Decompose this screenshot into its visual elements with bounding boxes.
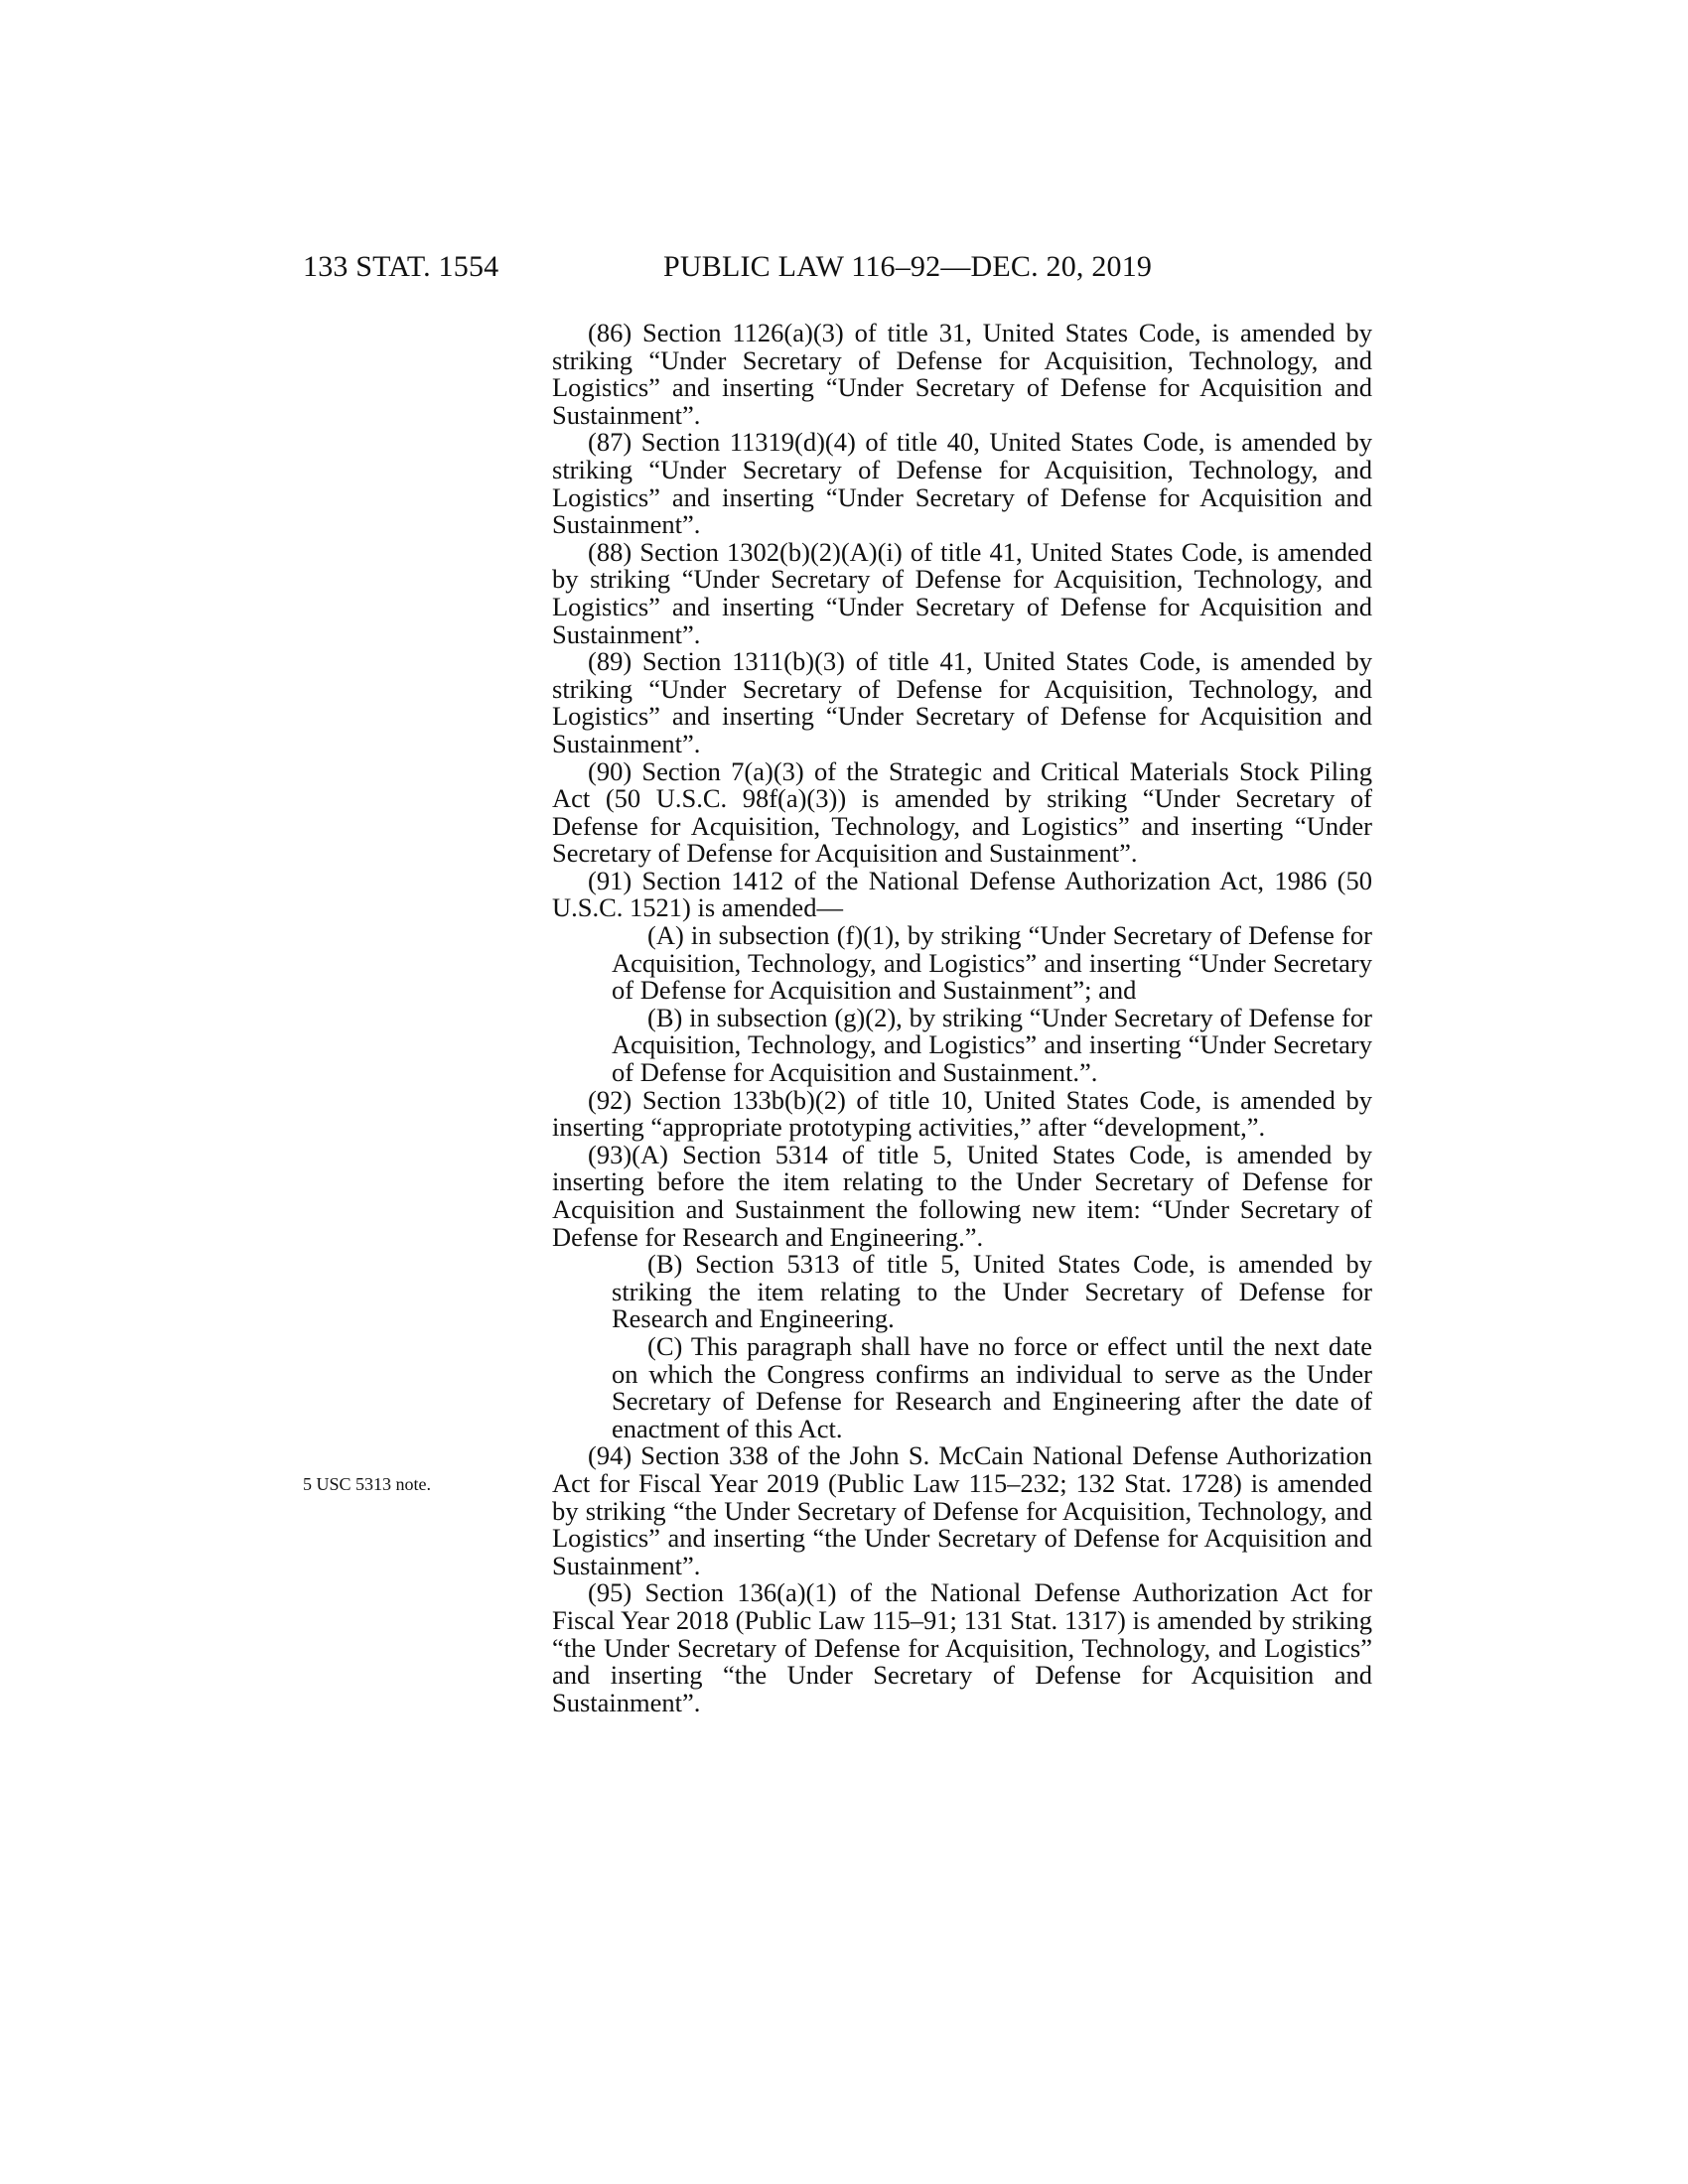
page-citation: 133 STAT. 1554 <box>303 250 499 283</box>
subparagraph-91-a: (A) in subsection (f)(1), by striking “Under Secretary of Defense for Acquisition, Technology, and Logistics” and inserting “Under Secretary of Defense for Acquisition and Sustainment”; and <box>612 920 1372 1006</box>
subparagraph-93-c: (C) This paragraph shall have no force or effect until the next date on which the Congress confirms an individual to serve as the Under Secretary of Defense for Research and Engineering after the date of enactment of this Act. <box>612 1330 1372 1443</box>
subparagraph-91-b: (B) in subsection (g)(2), by striking “Under Secretary of Defense for Acquisition, Technology, and Logistics” and inserting “Under Secretary of Defense for Acquisition and Sustainment.”. <box>612 1002 1372 1088</box>
paragraph-92: (92) Section 133b(b)(2) of title 10, United States Code, is amended by inserting “appropriate prototyping activities,” after “development,”. <box>552 1084 1372 1143</box>
statute-text <box>552 320 1372 1716</box>
paragraph-93-a: (93)(A) Section 5314 of title 5, United States Code, is amended by inserting before the item relating to the Under Secretary of Defense for Acquisition and Sustainment the following new item: “Under Secretary of Defense for Research and Engineering.”. <box>552 1139 1372 1252</box>
margin-note: 5 USC 5313 note. <box>303 1474 432 1494</box>
paragraph-86: (86) Section 1126(a)(3) of title 31, United States Code, is amended by striking “Under Secretary of Defense for Acquisition, Technology, and Logistics” and inserting “Under Secretary of Defense for Acquisition and Sustainment”. <box>552 318 1372 430</box>
paragraph-88: (88) Section 1302(b)(2)(A)(i) of title 41, United States Code, is amended by striking “Under Secretary of Defense for Acquisition, Technology, and Logistics” and inserting “Under Secretary of Defense for Acquisition and Sustainment”. <box>552 536 1372 649</box>
running-head: PUBLIC LAW 116–92—DEC. 20, 2019 <box>663 250 1153 283</box>
paragraph-91: (91) Section 1412 of the National Defense Authorization Act, 1986 (50 U.S.C. 1521) is amended— <box>552 865 1372 923</box>
paragraph-94: (94) Section 338 of the John S. McCain National Defense Authorization Act for Fiscal Year 2019 (Public Law 115–232; 132 Stat. 1728) is amended by striking “the Under Secretary of Defense for Acquisition, Technology, and Logistics” and inserting “the Under Secretary of Defense for Acquisition and Sustainment”. <box>552 1440 1372 1580</box>
paragraph-95: (95) Section 136(a)(1) of the National Defense Authorization Act for Fiscal Year 2018 (Public Law 115–91; 131 Stat. 1317) is amended by striking “the Under Secretary of Defense for Acquisition, Technology, and Logistics” and inserting “the Under Secretary of Defense for Acquisition and Sustainment”. <box>552 1577 1372 1717</box>
paragraph-90: (90) Section 7(a)(3) of the Strategic and Critical Materials Stock Piling Act (50 U.S.C. 98f(a)(3)) is amended by striking “Under Secretary of Defense for Acquisition, Technology, and Logistics” and inserting “Under Secretary of Defense for Acquisition and Sustainment”. <box>552 755 1372 869</box>
paragraph-89: (89) Section 1311(b)(3) of title 41, United States Code, is amended by striking “Under Secretary of Defense for Acquisition, Technology, and Logistics” and inserting “Under Secretary of Defense for Acquisition and Sustainment”. <box>552 646 1372 758</box>
subparagraph-93-b: (B) Section 5313 of title 5, United States Code, is amended by striking the item relating to the Under Secretary of Defense for Research and Engineering. <box>612 1249 1372 1334</box>
paragraph-87: (87) Section 11319(d)(4) of title 40, United States Code, is amended by striking “Under Secretary of Defense for Acquisition, Technology, and Logistics” and inserting “Under Secretary of Defense for Acquisition and Sustainment”. <box>552 427 1372 540</box>
